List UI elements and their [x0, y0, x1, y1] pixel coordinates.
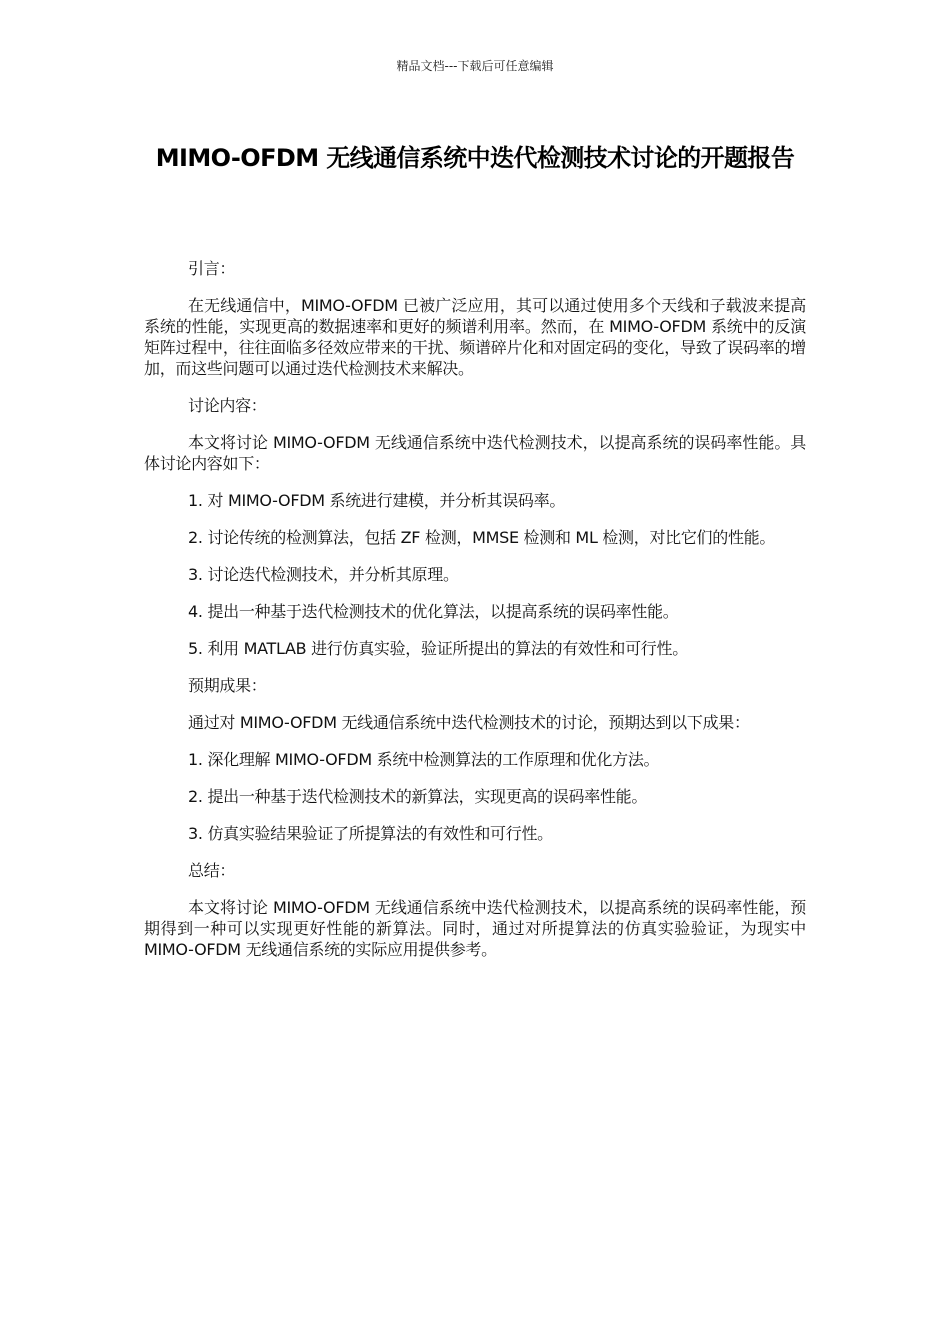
discussion-item-1: 1. 对 MIMO-OFDM 系统进行建模，并分析其误码率。 [188, 491, 566, 510]
results-heading: 预期成果： [188, 676, 267, 695]
intro-heading: 引言： [188, 259, 236, 278]
page-header: 精品文档---下载后可任意编辑 [396, 59, 554, 73]
discussion-item-2: 2. 讨论传统的检测算法，包括 ZF 检测，MMSE 检测和 ML 检测，对比它们的性能。 [188, 528, 776, 547]
results-item-2: 2. 提出一种基于迭代检测技术的新算法，实现更高的误码率性能。 [188, 787, 648, 806]
document-body [144, 258, 806, 976]
discussion-item-3: 3. 讨论迭代检测技术，并分析其原理。 [188, 565, 459, 584]
discussion-heading: 讨论内容： [188, 396, 267, 415]
intro-paragraph: 在无线通信中，MIMO-OFDM 已被广泛应用，其可以通过使用多个天线和子载波来提高系统的性能，实现更高的数据速率和更好的频谱利用率。然而，在 MIMO-OFDM 系统中的反演矩阵过程中，往往面临多径效应带来的干扰、频谱碎片化和对固定码的变化，导致了误码率的增加，而这些问题可以通过迭代检测技术来解决。 [144, 296, 806, 378]
discussion-item-5: 5. 利用 MATLAB 进行仿真实验，验证所提出的算法的有效性和可行性。 [188, 639, 688, 658]
discussion-intro-paragraph: 本文将讨论 MIMO-OFDM 无线通信系统中迭代检测技术，以提高系统的误码率性能。具体讨论内容如下： [144, 433, 806, 473]
discussion-item-4: 4. 提出一种基于迭代检测技术的优化算法，以提高系统的误码率性能。 [188, 602, 679, 621]
results-intro-paragraph: 通过对 MIMO-OFDM 无线通信系统中迭代检测技术的讨论，预期达到以下成果： [188, 713, 750, 732]
summary-heading: 总结： [188, 861, 236, 880]
document-title: MIMO-OFDM 无线通信系统中迭代检测技术讨论的开题报告 [155, 144, 795, 172]
results-item-3: 3. 仿真实验结果验证了所提算法的有效性和可行性。 [188, 824, 553, 843]
results-item-1: 1. 深化理解 MIMO-OFDM 系统中检测算法的工作原理和优化方法。 [188, 750, 660, 769]
summary-paragraph: 本文将讨论 MIMO-OFDM 无线通信系统中迭代检测技术，以提高系统的误码率性能，预期得到一种可以实现更好性能的新算法。同时，通过对所提算法的仿真实验验证，为现实中 MIMO-OFDM 无线通信系统的实际应用提供参考。 [144, 898, 806, 959]
